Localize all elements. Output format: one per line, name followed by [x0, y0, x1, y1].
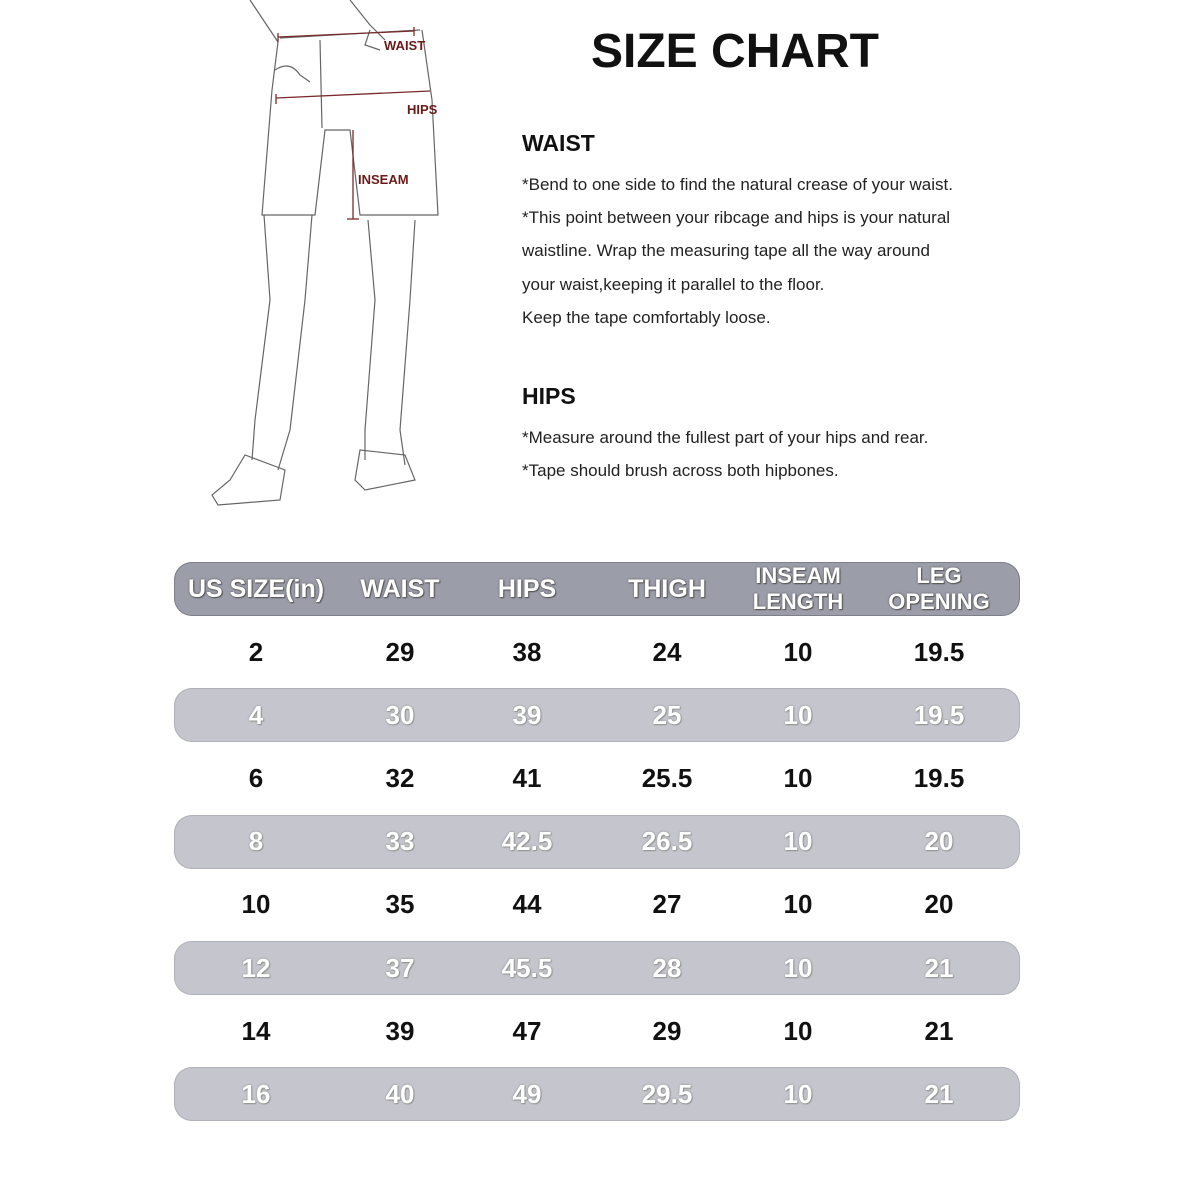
table-row: [174, 688, 1020, 742]
column-header: THIGH: [628, 574, 706, 603]
table-cell: 49: [512, 1078, 542, 1109]
inseam-label: INSEAM: [358, 172, 409, 187]
table-cell: 19.5: [913, 636, 965, 667]
table-cell: 10: [783, 636, 813, 667]
hips-line: *Tape should brush across both hipbones.: [522, 461, 839, 481]
table-cell: 21: [924, 1015, 954, 1046]
table-cell: 32: [385, 762, 415, 793]
table-cell: 10: [783, 889, 813, 920]
table-cell: 6: [248, 762, 264, 793]
hips-instructions: [522, 421, 928, 487]
measurement-figure: [200, 0, 480, 520]
page-title: SIZE CHART: [591, 25, 879, 78]
table-cell: 12: [241, 952, 271, 983]
table-cell: 10: [783, 1078, 813, 1109]
table-cell: 35: [385, 889, 415, 920]
table-cell: 10: [783, 762, 813, 793]
table-cell: 30: [385, 699, 415, 730]
table-cell: 27: [652, 889, 682, 920]
table-cell: 10: [783, 952, 813, 983]
table-cell: 45.5: [501, 952, 553, 983]
column-header: INSEAM LENGTH: [752, 563, 844, 614]
table-cell: 29: [652, 1015, 682, 1046]
waist-instructions: [522, 168, 953, 334]
table-cell: 29: [385, 636, 415, 667]
table-cell: 38: [512, 636, 542, 667]
table-cell: 16: [241, 1078, 271, 1109]
table-cell: 19.5: [913, 762, 965, 793]
table-row: [174, 1067, 1020, 1121]
waist-line: waistline. Wrap the measuring tape all the way around: [522, 241, 930, 261]
table-cell: 20: [924, 889, 954, 920]
table-cell: 26.5: [641, 826, 693, 857]
table-row: [174, 625, 1020, 679]
table-cell: 40: [385, 1078, 415, 1109]
hips-line: *Measure around the fullest part of your hips and rear.: [522, 428, 929, 447]
column-header: HIPS: [497, 574, 557, 603]
column-header: LEG OPENING: [888, 563, 990, 614]
table-cell: 29.5: [641, 1078, 693, 1109]
table-cell: 25: [652, 699, 682, 730]
table-cell: 20: [924, 826, 954, 857]
table-cell: 39: [385, 1015, 415, 1046]
table-cell: 25.5: [641, 762, 693, 793]
table-cell: 37: [385, 952, 415, 983]
table-row: [174, 941, 1020, 995]
table-row: [174, 878, 1020, 932]
table-cell: 24: [652, 636, 682, 667]
table-row: [174, 815, 1020, 869]
table-cell: 42.5: [501, 826, 553, 857]
waist-line: Keep the tape comfortably loose.: [522, 307, 771, 327]
table-row: [174, 1004, 1020, 1058]
table-cell: 28: [652, 952, 682, 983]
table-cell: 10: [783, 1015, 813, 1046]
table-cell: 14: [241, 1015, 271, 1046]
table-cell: 47: [512, 1015, 542, 1046]
table-row: [174, 751, 1020, 805]
table-cell: 10: [241, 889, 271, 920]
table-cell: 2: [248, 636, 264, 667]
table-cell: 21: [924, 1078, 954, 1109]
table-cell: 33: [385, 826, 415, 857]
waist-line: *Bend to one side to find the natural crease of your waist.: [522, 175, 953, 194]
table-cell: 44: [512, 889, 542, 920]
table-cell: 41: [512, 762, 542, 793]
table-cell: 39: [512, 699, 542, 730]
column-header: WAIST: [360, 574, 440, 603]
table-cell: 8: [248, 826, 264, 857]
figure-sketch: [200, 0, 480, 520]
waist-line: *This point between your ribcage and hips is your natural: [522, 208, 951, 228]
table-cell: 21: [924, 952, 954, 983]
waist-line: your waist,keeping it parallel to the floor.: [522, 274, 825, 294]
column-header: US SIZE(in): [187, 574, 325, 603]
table-header: [174, 562, 1020, 616]
table-cell: 19.5: [913, 699, 965, 730]
waist-label: WAIST: [384, 38, 426, 53]
table-cell: 10: [783, 826, 813, 857]
hips-heading: HIPS: [522, 383, 576, 409]
waist-heading: WAIST: [522, 130, 595, 156]
table-cell: 4: [248, 699, 264, 730]
hips-label: HIPS: [407, 102, 438, 117]
table-cell: 10: [783, 699, 813, 730]
